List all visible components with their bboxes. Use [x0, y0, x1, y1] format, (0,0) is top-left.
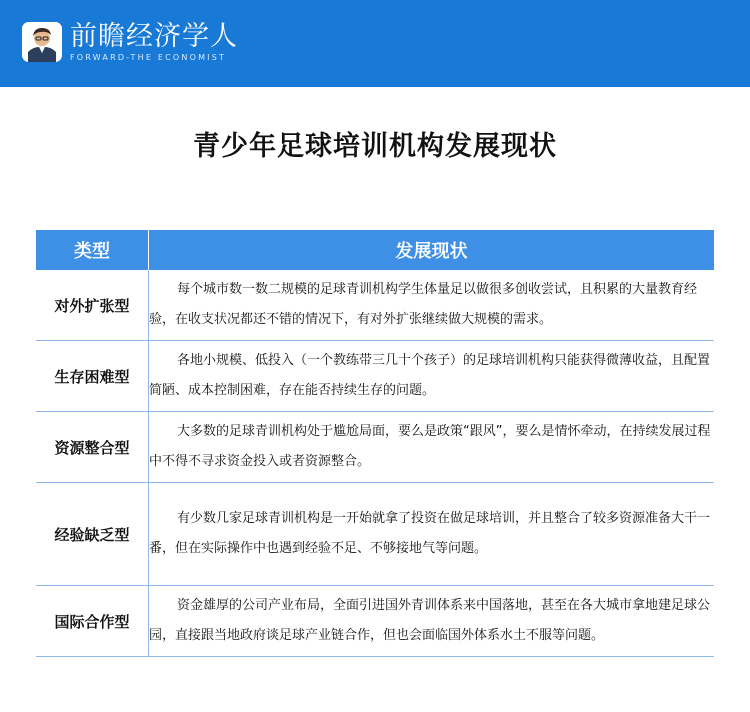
- table-row: [36, 586, 714, 657]
- row-desc-text: 有少数几家足球青训机构是一开始就拿了投资在做足球培训，并且整合了较多资源准备大干一番，但在实际操作中也遇到经验不足、不够接地气等问题。: [149, 511, 711, 556]
- row-desc-text: 大多数的足球青训机构处于尴尬局面，要么是政策“跟风”，要么是情怀牵动，在持续发展过程中不得不寻求资金投入或者资源整合。: [149, 424, 711, 469]
- row-type: 对外扩张型: [36, 270, 149, 340]
- logo-icon: [22, 22, 62, 62]
- row-desc: [149, 586, 714, 656]
- row-desc: [149, 341, 714, 411]
- table-row: [36, 483, 714, 586]
- page-title: 青少年足球培训机构发展现状: [193, 131, 557, 162]
- row-desc-text: 资金雄厚的公司产业布局，全面引进国外青训体系来中国落地，甚至在各大城市拿地建足球公园，直接跟当地政府谈足球产业链合作，但也会面临国外体系水土不服等问题。: [149, 598, 711, 643]
- status-table: [36, 230, 714, 657]
- header-bar: [0, 0, 750, 87]
- row-type: 资源整合型: [36, 412, 149, 482]
- brand-subtitle: FORWARD-THE ECONOMIST: [70, 53, 227, 62]
- row-desc-text: 每个城市数一数二规模的足球青训机构学生体量足以做很多创收尝试，且积累的大量教育经验，在收支状况都还不错的情况下，有对外扩张继续做大规模的需求。: [149, 282, 698, 327]
- header-status: 发展现状: [395, 241, 468, 262]
- header-type: 类型: [36, 230, 149, 270]
- row-type: 经验缺乏型: [36, 483, 149, 585]
- table-row: [36, 270, 714, 341]
- table-row: [36, 341, 714, 412]
- table-row: [36, 412, 714, 483]
- table-header: [36, 230, 714, 270]
- row-type: 生存困难型: [36, 341, 149, 411]
- row-type: 国际合作型: [36, 586, 149, 656]
- brand-name: 前瞻经济学人: [70, 21, 238, 52]
- row-desc: [149, 270, 714, 340]
- row-desc-text: 各地小规模、低投入（一个教练带三几十个孩子）的足球培训机构只能获得微薄收益，且配置简陋、成本控制困难，存在能否持续生存的问题。: [149, 353, 711, 398]
- row-desc: [149, 412, 714, 482]
- row-desc: [149, 483, 714, 585]
